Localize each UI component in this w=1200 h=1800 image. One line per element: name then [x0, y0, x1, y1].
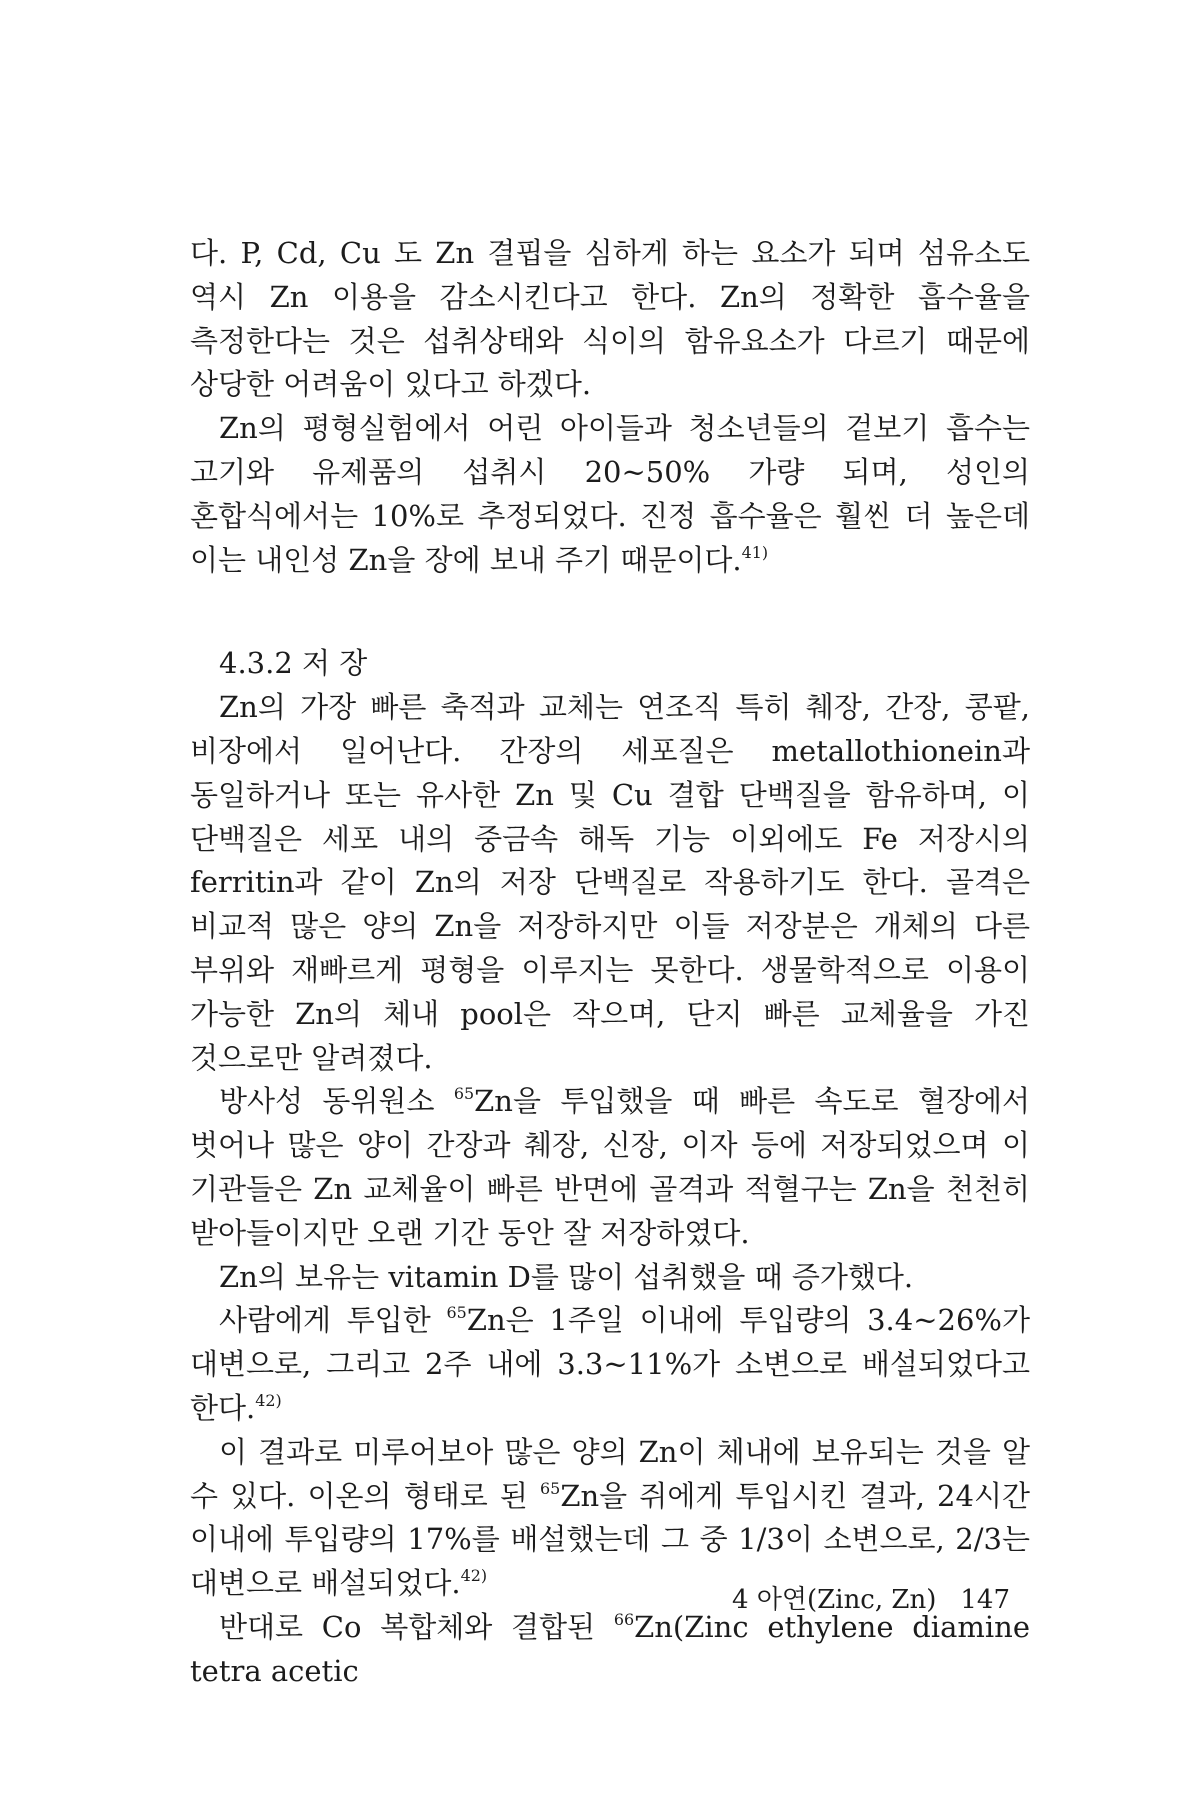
paragraph-lead-text: 이 결과로 미루어보아 많은 양의 Zn이 체내에 보유되는 것을 알 수 있다. 이온의 형태로 된: [190, 1434, 1030, 1513]
paragraph-rat-excretion: [190, 1431, 1030, 1606]
paragraph-text: Zn을 쥐에게 투입시킨 결과, 24시간 이내에 투입량의 17%를 배설했는데 그 중 1/3이 소변으로, 2/3는 대변으로 배설되었다.: [190, 1478, 1030, 1601]
paragraph-text: Zn의 평형실험에서 어린 아이들과 청소년들의 겉보기 흡수는 고기와 유제품의 섭취시 20~50% 가량 되며, 성인의 혼합식에서는 10%로 추정되었다. 진정 흡수율은 훨씬 더 높은데 이는 내인성 Zn을 장에 보내 주기 때문이다.: [190, 411, 1030, 577]
paragraph-text: Zn의 가장 빠른 축적과 교체는 연조직 특히 췌장, 간장, 콩팥, 비장에서 일어난다. 간장의 세포질은 metallothionein과 동일하거나 또는 유사한 Zn 및 Cu 결합 단백질을 함유하며, 이 단백질은 세포 내의 중금속 해독 기능 이외에도 Fe 저장시의 ferritin과 같이 Zn의 저장 단백질로 작용하기도 한다. 골격은 비교적 많은 양의 Zn을 저장하지만 이들 저장분은 개체의 다른 부위와 재빠르게 평형을 이루지는 못한다. 생물학적으로 이용이 가능한 Zn의 체내 pool은 작으며, 단지 빠른 교체율을 가진 것으로만 알려졌다.: [190, 690, 1030, 1075]
paragraph-text: Zn은 1주일 이내에 투입량의 3.4~26%가 대변으로, 그리고 2주 내에 3.3~11%가 소변으로 배설되었다고 한다.: [190, 1303, 1030, 1425]
paragraph-lead-text: 방사성 동위원소: [219, 1084, 454, 1119]
running-title: 4 아연(Zinc, Zn): [732, 1585, 937, 1615]
isotope-mass-number: 66: [613, 1609, 635, 1629]
isotope-mass-number: 65: [540, 1478, 561, 1498]
reference-mark: 41): [741, 542, 769, 562]
paragraph-text: Zn을 투입했을 때 빠른 속도로 혈장에서 벗어나 많은 양이 간장과 췌장, 신장, 이자 등에 저장되었으며 이 기관들은 Zn 교체율이 빠른 반면에 골격과 적혈구는 Zn을 천천히 받아들이지만 오랜 기간 동안 잘 저장하였다.: [190, 1084, 1030, 1250]
paragraph-text: 다. P, Cd, Cu 도 Zn 결핍을 심하게 하는 요소가 되며 섬유소도 역시 Zn 이용을 감소시킨다고 한다. Zn의 정확한 흡수율을 측정한다는 것은 섭취상태와 식이의 함유요소가 다르기 때문에 상당한 어려움이 있다고 하겠다.: [190, 236, 1030, 402]
body-text: [190, 232, 1030, 1694]
reference-mark: 42): [255, 1390, 282, 1410]
paragraph-vitamin-d: [190, 1256, 1030, 1300]
section-heading-text: 4.3.2 저 장: [219, 646, 368, 681]
paragraph-lead-text: 반대로 Co 복합체와 결합된: [219, 1609, 614, 1644]
paragraph-storage-tissues: [190, 686, 1030, 1080]
paragraph-radioisotope: [190, 1080, 1030, 1255]
paragraph-zn-balance: [190, 407, 1030, 582]
section-heading: [190, 642, 1030, 686]
paragraph-lead-text: 사람에게 투입한: [219, 1303, 447, 1338]
paragraph-text: Zn(Zinc ethylene diamine tetra acetic: [190, 1609, 1030, 1688]
paragraph-co-complex: [190, 1606, 1030, 1694]
paragraph-continuation: [190, 232, 1030, 407]
page-number: 147: [960, 1585, 1010, 1615]
paragraph-human-excretion: [190, 1299, 1030, 1430]
isotope-mass-number: 65: [453, 1084, 475, 1104]
paragraph-text: Zn의 보유는 vitamin D를 많이 섭취했을 때 증가했다.: [219, 1259, 914, 1294]
isotope-mass-number: 65: [446, 1303, 467, 1323]
page-footer: [732, 1582, 1010, 1618]
reference-mark: 42): [460, 1566, 488, 1586]
